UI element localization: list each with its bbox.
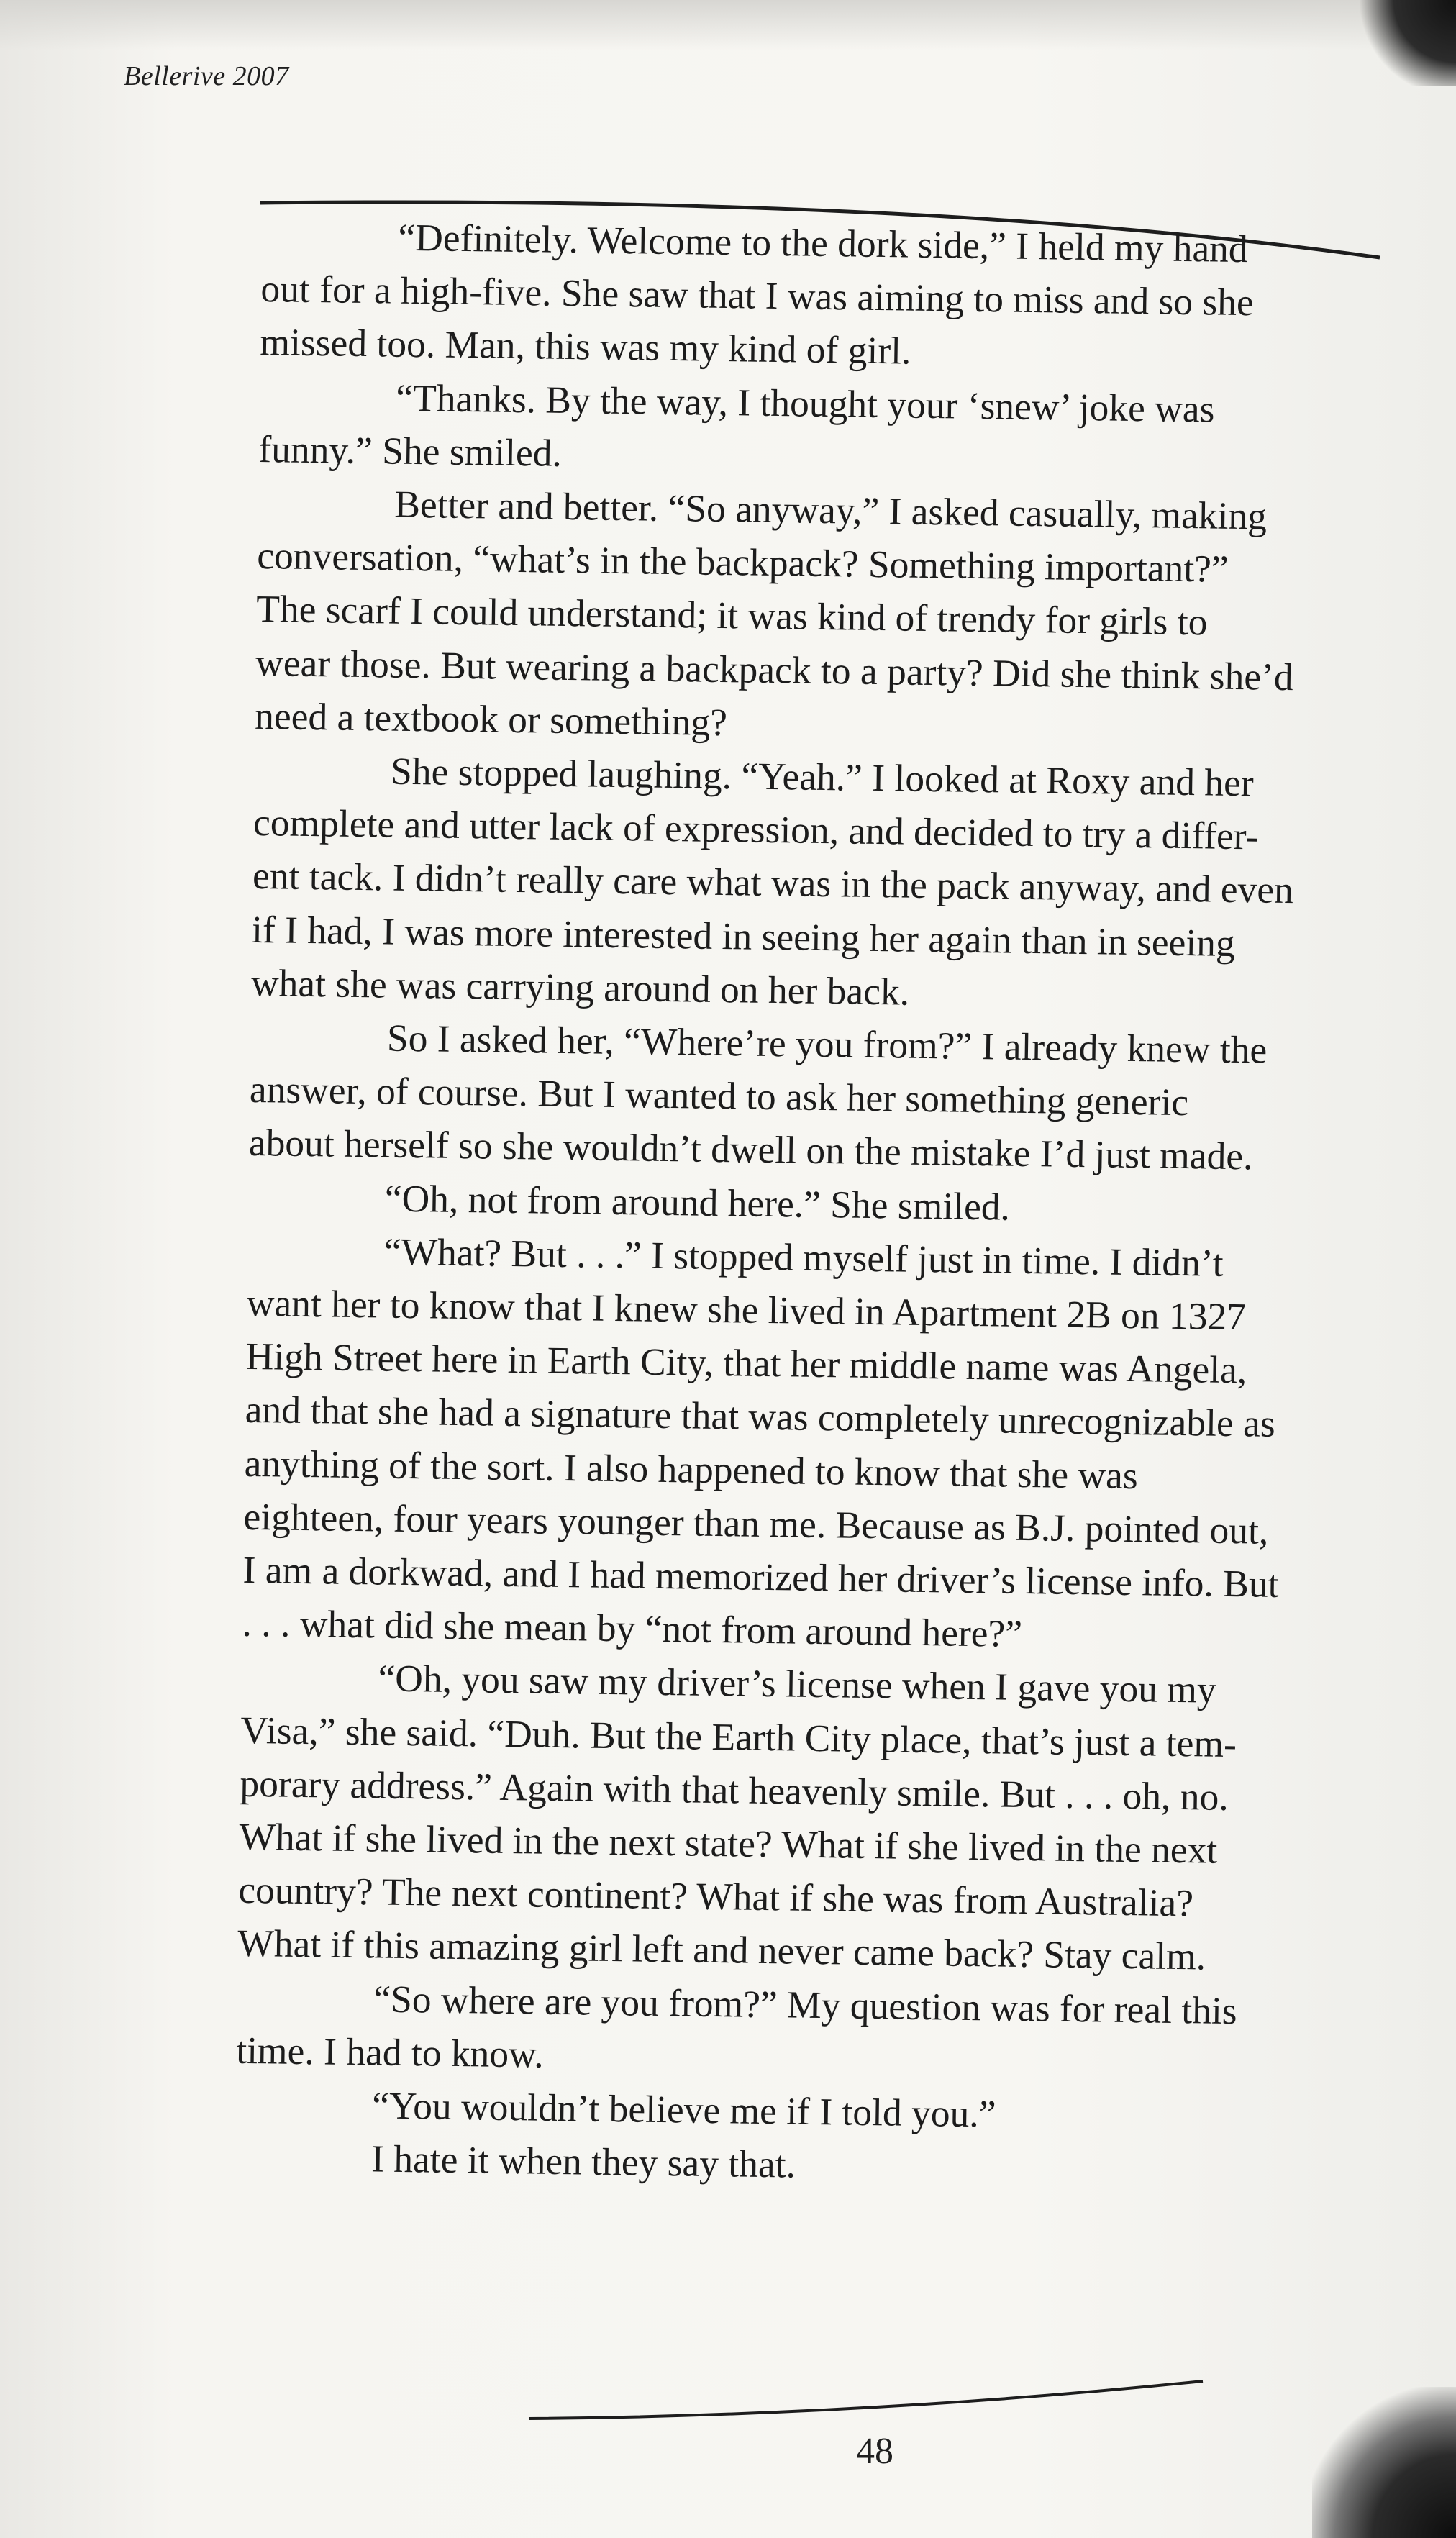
- paragraph-first-line: So I asked her, “Where’re you from?” I already knew the: [386, 1016, 1268, 1072]
- bottom-rule: [529, 2381, 1203, 2419]
- text-line: time. I had to know.: [235, 2028, 545, 2076]
- text-line: want her to know that I knew she lived in Apartment 2B on 1327: [246, 1281, 1247, 1339]
- text-line: complete and utter lack of expression, and decided to try a differ-: [252, 801, 1259, 858]
- text-line: What if this amazing girl left and never came back? Stay calm.: [237, 1921, 1206, 1978]
- text-line: porary address.” Again with that heavenly smile. But . . . oh, no.: [240, 1761, 1229, 1819]
- text-line: funny.” She smiled.: [258, 427, 563, 475]
- text-line: What if she lived in the next state? What if she lived in the next: [239, 1814, 1218, 1872]
- text-line: answer, of course. But I wanted to ask her something generic: [249, 1068, 1189, 1124]
- paragraph-first-line: “Oh, you saw my driver’s license when I gave you my: [378, 1656, 1217, 1712]
- paragraph-first-line: “Definitely. Welcome to the dork side,” I held my hand: [398, 215, 1249, 271]
- paragraph-first-line: “Oh, not from around here.” She smiled.: [384, 1176, 1011, 1229]
- text-line: Visa,” she said. “Duh. But the Earth City place, that’s just a tem-: [240, 1708, 1237, 1765]
- text-line: High Street here in Earth City, that her middle name was Angela,: [245, 1334, 1247, 1392]
- paragraph-first-line: “What? But . . .” I stopped myself just in time. I didn’t: [383, 1229, 1224, 1285]
- paragraph-first-line: “So where are you from?” My question was for real this: [373, 1977, 1238, 2032]
- text-line: . . . what did she mean by “not from around here?”: [242, 1601, 1023, 1656]
- paragraph-first-line: Better and better. “So anyway,” I asked casually, making: [393, 482, 1268, 538]
- text-line: ent tack. I didn’t really care what was in the pack anyway, and even: [252, 854, 1294, 912]
- text-line: The scarf I could understand; it was kind of trendy for girls to: [255, 587, 1208, 644]
- text-line: I am a dorkwad, and I had memorized her driver’s license info. But: [242, 1547, 1279, 1606]
- text-line: country? The next continent? What if she was from Australia?: [238, 1868, 1194, 1925]
- paragraph-first-line: I hate it when they say that.: [370, 2137, 796, 2186]
- text-line: if I had, I was more interested in seeing her again than in seeing: [251, 907, 1236, 965]
- paragraph-first-line: “Thanks. By the way, I thought your ‘snew’ joke was: [396, 376, 1215, 431]
- text-line: and that she had a signature that was completely unrecognizable as: [245, 1388, 1276, 1446]
- text-line: about herself so she wouldn’t dwell on the mistake I’d just made.: [248, 1121, 1253, 1178]
- page-number: 48: [856, 2431, 893, 2472]
- text-line: conversation, “what’s in the backpack? Something important?”: [256, 534, 1229, 591]
- text-line: eighteen, four years younger than me. Because as B.J. pointed out,: [243, 1494, 1269, 1552]
- text-line: wear those. But wearing a backpack to a party? Did she think she’d: [255, 640, 1294, 699]
- text-line: anything of the sort. I also happened to know that she was: [244, 1441, 1139, 1497]
- body-text: [233, 212, 1370, 2299]
- text-line: missed too. Man, this was my kind of girl.: [260, 320, 911, 373]
- running-header: Bellerive 2007: [124, 61, 289, 91]
- text-line: out for a high-five. She saw that I was aiming to miss and so she: [260, 267, 1255, 324]
- paragraph-first-line: She stopped laughing. “Yeah.” I looked at Roxy and her: [390, 749, 1255, 805]
- text-line: what she was carrying around on her back.: [250, 960, 910, 1014]
- text-line: need a textbook or something?: [254, 693, 728, 744]
- paragraph-first-line: “You wouldn’t believe me if I told you.”: [371, 2083, 996, 2136]
